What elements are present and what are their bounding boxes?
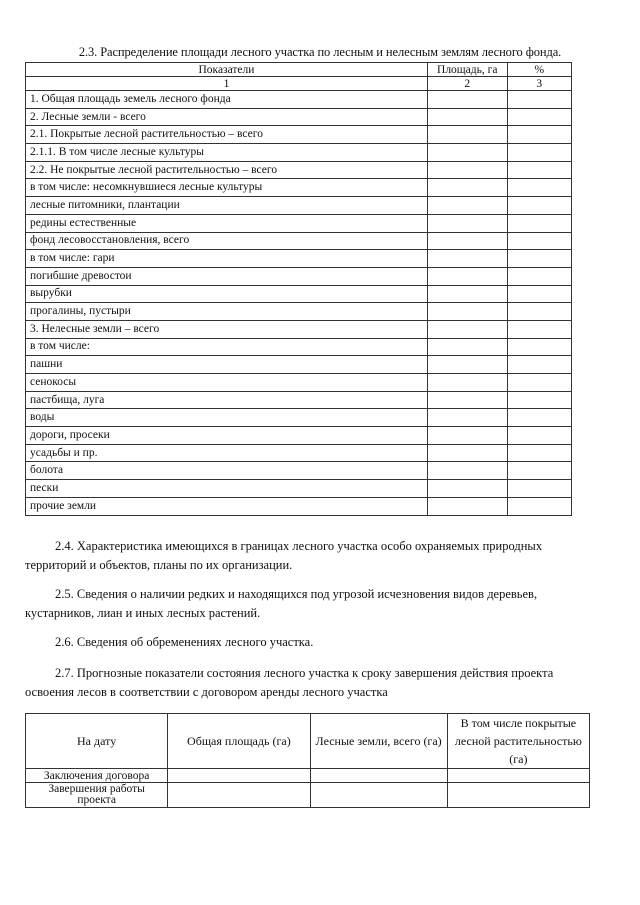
- section-2-3-title: 2.3. Распределение площади лесного участка по лесным и нелесным землям лесного фонда.: [78, 45, 562, 59]
- forecast-cell: [310, 769, 447, 783]
- table-header-row: [26, 63, 572, 77]
- table-row: [26, 214, 572, 232]
- area-cell: [427, 267, 507, 285]
- percent-cell: [507, 232, 571, 250]
- header-indicators: Показатели: [26, 63, 428, 77]
- row-label: пашни: [26, 356, 428, 374]
- table-row: [26, 391, 572, 409]
- section-2-4-line1: 2.4. Характеристика имеющихся в границах лесного участка особо охраняемых природных: [55, 539, 543, 553]
- table-row: [26, 356, 572, 374]
- percent-cell: [507, 391, 571, 409]
- row-label: фонд лесовосстановления, всего: [26, 232, 428, 250]
- row-label: 3. Нелесные земли – всего: [26, 320, 428, 338]
- section-2-5: [25, 585, 588, 623]
- area-cell: [427, 374, 507, 392]
- table-row: [26, 444, 572, 462]
- row-label: 2.1. Покрытые лесной растительностью – всего: [26, 126, 428, 144]
- area-cell: [427, 427, 507, 445]
- forecast-cell: [447, 783, 589, 808]
- row-label: сенокосы: [26, 374, 428, 392]
- section-2-5-line2: кустарников, лиан и иных лесных растений.: [25, 606, 261, 620]
- forecast-cell: [447, 769, 589, 783]
- section-2-7: [25, 664, 588, 702]
- row-label: лесные питомники, плантации: [26, 197, 428, 215]
- forecast-row: [26, 769, 590, 783]
- area-cell: [427, 214, 507, 232]
- table-row: [26, 320, 572, 338]
- table-row: [26, 409, 572, 427]
- row-label: болота: [26, 462, 428, 480]
- header-percent: %: [507, 63, 571, 77]
- percent-cell: [507, 108, 571, 126]
- section-2-5-line1: 2.5. Сведения о наличии редких и находящихся под угрозой исчезновения видов деревьев,: [55, 587, 538, 601]
- area-cell: [427, 409, 507, 427]
- row-label: пастбища, луга: [26, 391, 428, 409]
- table-row: [26, 497, 572, 515]
- section-2-7-line1: 2.7. Прогнозные показатели состояния лесного участка к сроку завершения действия проекта: [55, 666, 554, 680]
- row-label: в том числе: несомкнувшиеся лесные культуры: [26, 179, 428, 197]
- forecast-header-row: [26, 714, 590, 769]
- area-cell: [427, 320, 507, 338]
- area-cell: [427, 444, 507, 462]
- area-cell: [427, 126, 507, 144]
- table-row: [26, 462, 572, 480]
- table-row: [26, 267, 572, 285]
- land-distribution-table: [25, 62, 572, 516]
- percent-cell: [507, 250, 571, 268]
- percent-cell: [507, 320, 571, 338]
- percent-cell: [507, 338, 571, 356]
- percent-cell: [507, 356, 571, 374]
- row-label: 2. Лесные земли - всего: [26, 108, 428, 126]
- table-row: [26, 197, 572, 215]
- table-row: [26, 303, 572, 321]
- table-row: [26, 338, 572, 356]
- area-cell: [427, 197, 507, 215]
- area-cell: [427, 303, 507, 321]
- area-cell: [427, 480, 507, 498]
- table-row: [26, 144, 572, 162]
- area-cell: [427, 161, 507, 179]
- table-number-row: [26, 77, 572, 91]
- area-cell: [427, 285, 507, 303]
- area-cell: [427, 232, 507, 250]
- row-label: 2.1.1. В том числе лесные культуры: [26, 144, 428, 162]
- section-2-6: 2.6. Сведения об обременениях лесного участка.: [55, 635, 314, 649]
- area-cell: [427, 108, 507, 126]
- percent-cell: [507, 161, 571, 179]
- area-cell: [427, 144, 507, 162]
- section-2-4: [25, 537, 588, 575]
- area-cell: [427, 356, 507, 374]
- percent-cell: [507, 409, 571, 427]
- table-row: [26, 108, 572, 126]
- table-row: [26, 126, 572, 144]
- percent-cell: [507, 462, 571, 480]
- table-row: [26, 161, 572, 179]
- percent-cell: [507, 303, 571, 321]
- percent-cell: [507, 126, 571, 144]
- row-label: пески: [26, 480, 428, 498]
- header-area: Площадь, га: [427, 63, 507, 77]
- col-number-1: 1: [26, 77, 428, 91]
- table-row: [26, 232, 572, 250]
- row-label: 1. Общая площадь земель лесного фонда: [26, 91, 428, 109]
- forecast-cell: [168, 769, 310, 783]
- header-forest-lands: Лесные земли, всего (га): [310, 714, 447, 769]
- percent-cell: [507, 214, 571, 232]
- forecast-row-label: Заключения договора: [26, 769, 168, 783]
- row-label: 2.2. Не покрытые лесной растительностью – всего: [26, 161, 428, 179]
- forecast-cell: [310, 783, 447, 808]
- section-2-7-line2: освоения лесов в соответствии с договором аренды лесного участка: [25, 685, 388, 699]
- header-total-area: Общая площадь (га): [168, 714, 310, 769]
- forecast-row-label: Завершения работы проекта: [26, 783, 168, 808]
- section-2-4-line2: территорий и объектов, планы по их организации.: [25, 558, 293, 572]
- row-label: прочие земли: [26, 497, 428, 515]
- row-label: прогалины, пустыри: [26, 303, 428, 321]
- area-cell: [427, 250, 507, 268]
- header-date: На дату: [26, 714, 168, 769]
- row-label: в том числе:: [26, 338, 428, 356]
- percent-cell: [507, 144, 571, 162]
- land-distribution-body: [26, 91, 572, 516]
- row-label: усадьбы и пр.: [26, 444, 428, 462]
- area-cell: [427, 179, 507, 197]
- percent-cell: [507, 427, 571, 445]
- area-cell: [427, 462, 507, 480]
- area-cell: [427, 497, 507, 515]
- table-row: [26, 285, 572, 303]
- percent-cell: [507, 197, 571, 215]
- row-label: воды: [26, 409, 428, 427]
- percent-cell: [507, 179, 571, 197]
- percent-cell: [507, 374, 571, 392]
- table-row: [26, 427, 572, 445]
- percent-cell: [507, 444, 571, 462]
- area-cell: [427, 391, 507, 409]
- table-row: [26, 480, 572, 498]
- header-covered: В том числе покрытые лесной растительностью (га): [447, 714, 589, 769]
- area-cell: [427, 338, 507, 356]
- col-number-3: 3: [507, 77, 571, 91]
- row-label: вырубки: [26, 285, 428, 303]
- forecast-row: [26, 783, 590, 808]
- percent-cell: [507, 91, 571, 109]
- col-number-2: 2: [427, 77, 507, 91]
- percent-cell: [507, 267, 571, 285]
- table-row: [26, 374, 572, 392]
- percent-cell: [507, 497, 571, 515]
- table-row: [26, 250, 572, 268]
- table-row: [26, 179, 572, 197]
- row-label: дороги, просеки: [26, 427, 428, 445]
- row-label: редины естественные: [26, 214, 428, 232]
- row-label: в том числе: гари: [26, 250, 428, 268]
- table-row: [26, 91, 572, 109]
- forecast-table: [25, 713, 590, 808]
- percent-cell: [507, 285, 571, 303]
- area-cell: [427, 91, 507, 109]
- forecast-cell: [168, 783, 310, 808]
- percent-cell: [507, 480, 571, 498]
- row-label: погибшие древостои: [26, 267, 428, 285]
